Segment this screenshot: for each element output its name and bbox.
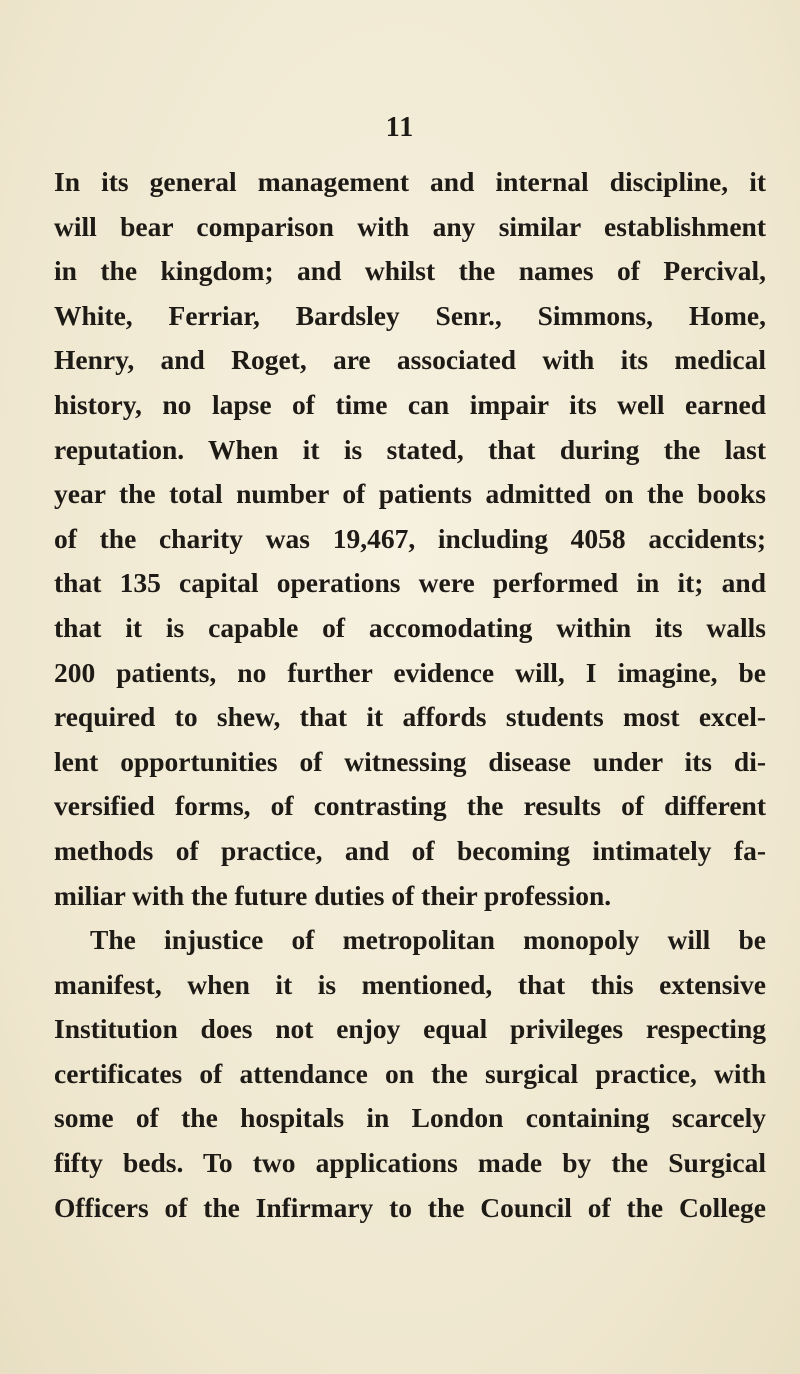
text-line: The injustice of metropolitan monopoly will be bbox=[90, 924, 766, 956]
body-text bbox=[54, 160, 766, 1230]
text-line: that 135 capital operations were performed in it; and bbox=[54, 567, 766, 599]
text-line: history, no lapse of time can impair its well earned bbox=[54, 388, 766, 420]
text-line: reputation. When it is stated, that during the last bbox=[54, 433, 766, 465]
text-line: will bear comparison with any similar establishment bbox=[54, 210, 766, 242]
text-line: required to shew, that it affords students most excel- bbox=[54, 701, 766, 733]
text-line: certificates of attendance on the surgical practice, with bbox=[54, 1057, 766, 1089]
text-line: methods of practice, and of becoming intimately fa- bbox=[54, 834, 766, 866]
text-line: in the kingdom; and whilst the names of Percival, bbox=[54, 255, 766, 287]
text-line: Henry, and Roget, are associated with its medical bbox=[54, 344, 766, 376]
page-number: 11 bbox=[385, 112, 415, 143]
text-line: In its general management and internal discipline, it bbox=[54, 166, 766, 197]
text-line: year the total number of patients admitted on the books bbox=[54, 478, 766, 510]
text-line: that it is capable of accomodating within its walls bbox=[54, 611, 766, 643]
text-line: fifty beds. To two applications made by the Surgical bbox=[54, 1147, 766, 1179]
text-line: some of the hospitals in London containing scarcely bbox=[54, 1102, 766, 1134]
text-line: of the charity was 19,467, including 4058 accidents; bbox=[54, 522, 766, 554]
text-line: 200 patients, no further evidence will, I imagine, be bbox=[54, 656, 766, 688]
text-line: Institution does not enjoy equal privileges respecting bbox=[54, 1013, 766, 1045]
text-line: miliar with the future duties of their profession. bbox=[54, 879, 612, 911]
text-line: White, Ferriar, Bardsley Senr., Simmons, Home, bbox=[54, 299, 766, 331]
text-line: versified forms, of contrasting the results of different bbox=[54, 790, 766, 822]
text-line: Officers of the Infirmary to the Council of the College bbox=[54, 1191, 766, 1223]
text-line: manifest, when it is mentioned, that this extensive bbox=[54, 968, 766, 1000]
text-line: lent opportunities of witnessing disease under its di- bbox=[54, 745, 766, 777]
